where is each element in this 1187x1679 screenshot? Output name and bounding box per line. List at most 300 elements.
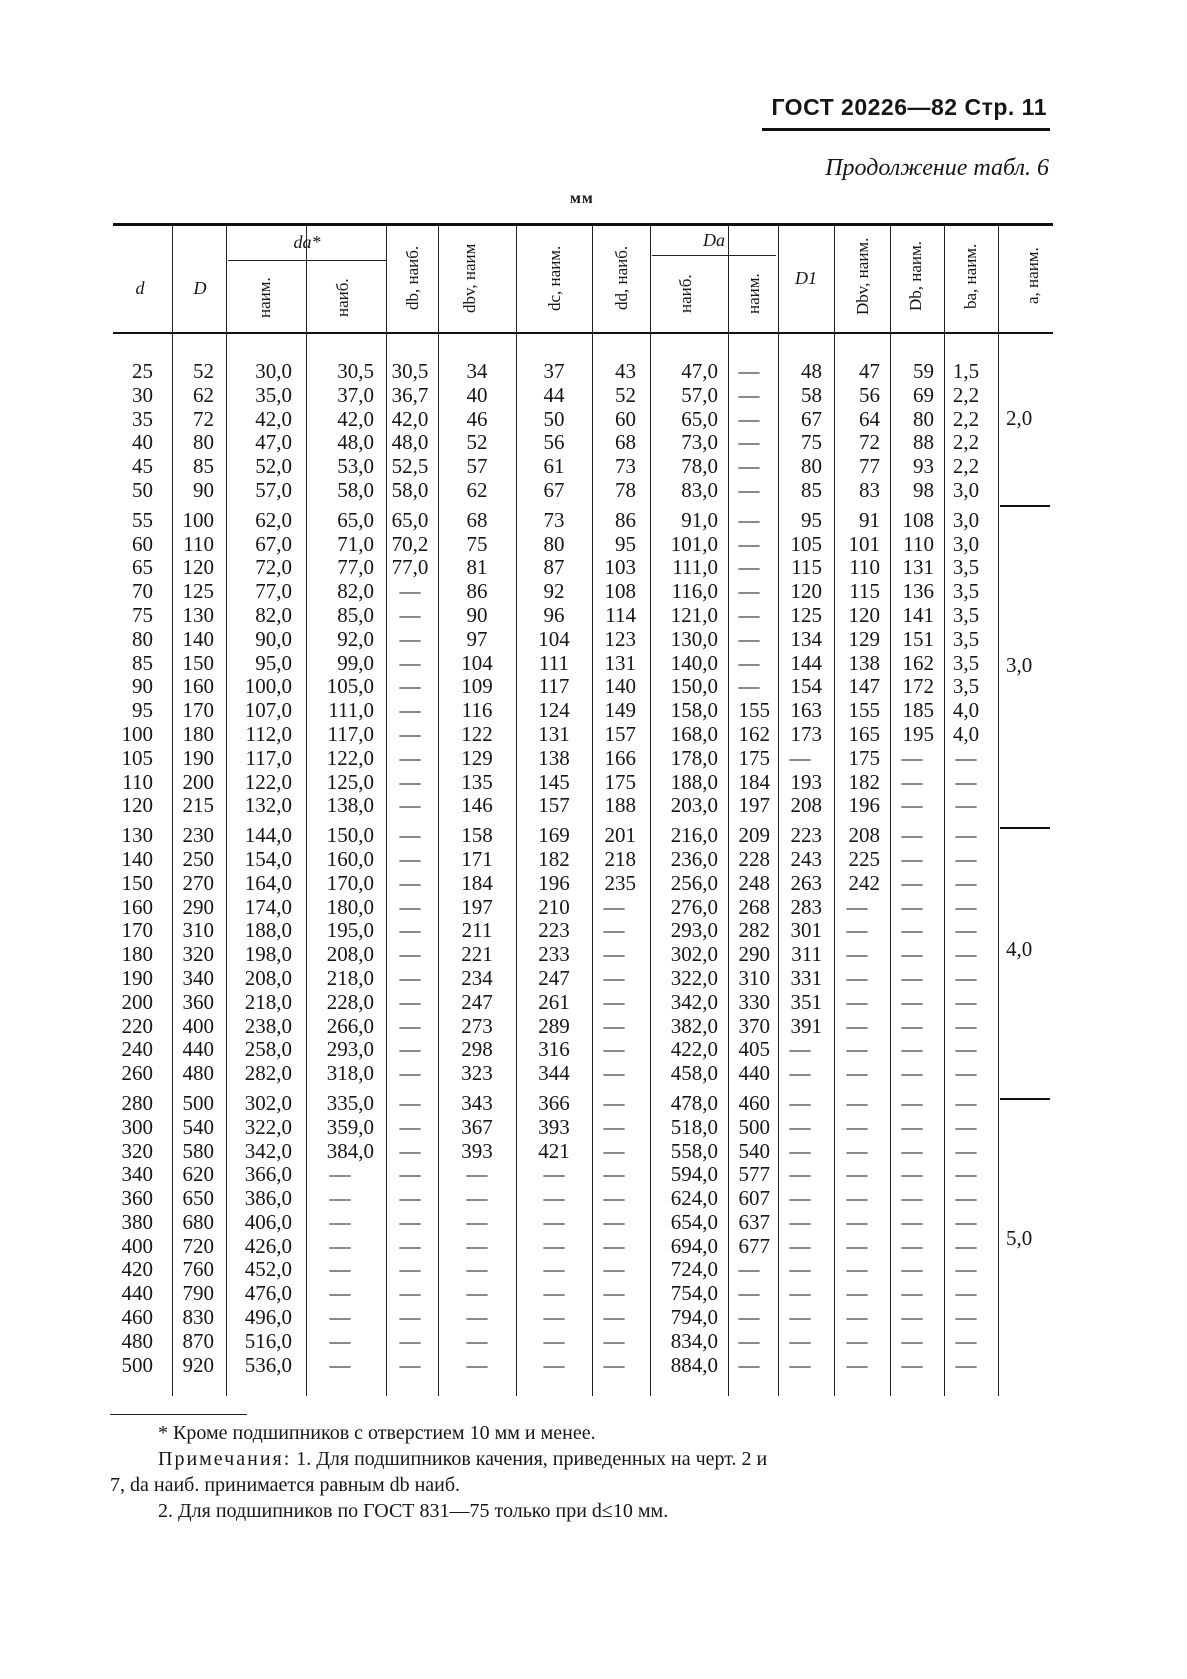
cell-dbv: 68 bbox=[466, 507, 488, 532]
cell-dd: 108 bbox=[604, 579, 636, 604]
cell-db: — bbox=[399, 894, 421, 919]
cell-dd: 218 bbox=[604, 846, 636, 871]
cell-Db: — bbox=[901, 1233, 923, 1258]
cell-Da-max: 458,0 bbox=[670, 1061, 718, 1086]
cell-da-min: 282,0 bbox=[244, 1061, 292, 1086]
cell-dd: 175 bbox=[604, 769, 636, 794]
cell-Db: — bbox=[901, 894, 923, 919]
cell-Da-min: 197 bbox=[738, 793, 770, 818]
cell-Da-min: — bbox=[738, 1352, 760, 1377]
cell-db: — bbox=[399, 1013, 421, 1038]
cell-Dbv: 155 bbox=[848, 698, 880, 723]
cell-Da-max: 293,0 bbox=[670, 918, 718, 943]
cell-D1: — bbox=[789, 1281, 811, 1306]
cell-da-min: 516,0 bbox=[244, 1328, 292, 1353]
cell-da-max: 99,0 bbox=[337, 650, 374, 675]
cell-D1: 351 bbox=[790, 989, 822, 1014]
cell-Da-min: 310 bbox=[738, 965, 770, 990]
cell-d: 180 bbox=[121, 942, 153, 967]
cell-Dbv: — bbox=[846, 1305, 868, 1330]
cell-D: 920 bbox=[182, 1352, 214, 1377]
column-db bbox=[386, 360, 434, 1377]
cell-da-min: 90,0 bbox=[255, 626, 292, 651]
cell-da-min: 62,0 bbox=[255, 507, 292, 532]
cell-da-max: 105,0 bbox=[326, 674, 374, 699]
cell-Db: — bbox=[901, 1061, 923, 1086]
cell-db: — bbox=[399, 1352, 421, 1377]
cell-Da-max: 382,0 bbox=[670, 1013, 718, 1038]
cell-D: 400 bbox=[182, 1013, 214, 1038]
cell-ba: 3,0 bbox=[952, 477, 980, 502]
cell-Da-min: 290 bbox=[738, 942, 770, 967]
cell-d: 380 bbox=[121, 1209, 153, 1234]
cell-D1: — bbox=[789, 1090, 811, 1115]
cell-Da-min: 155 bbox=[738, 698, 770, 723]
cell-d: 50 bbox=[132, 477, 153, 502]
cell-D1: 173 bbox=[790, 721, 822, 746]
cell-dc: 261 bbox=[538, 989, 570, 1014]
cell-dbv: 34 bbox=[466, 359, 488, 383]
cell-db: — bbox=[399, 989, 421, 1014]
cell-dd: 157 bbox=[604, 721, 636, 746]
cell-Da-min: — bbox=[738, 359, 760, 383]
cell-da-max: 195,0 bbox=[326, 918, 374, 943]
cell-da-min: 536,0 bbox=[244, 1352, 292, 1377]
cell-da-min: 426,0 bbox=[244, 1233, 292, 1258]
cell-da-max: 266,0 bbox=[326, 1013, 374, 1038]
cell-D: 340 bbox=[182, 965, 214, 990]
cell-Da-max: 168,0 bbox=[670, 721, 718, 746]
cell-dc: 50 bbox=[543, 406, 565, 431]
col-header-dbv: dbv, наим bbox=[460, 243, 479, 313]
cell-D1: 58 bbox=[801, 382, 822, 407]
cell-db: 52,5 bbox=[391, 454, 429, 479]
cell-Da-min: — bbox=[738, 1305, 760, 1330]
cell-d: 55 bbox=[132, 507, 153, 532]
cell-dd: 52 bbox=[615, 382, 636, 407]
cell-Da-max: 558,0 bbox=[670, 1138, 718, 1163]
cell-Da-max: 57,0 bbox=[681, 382, 718, 407]
cell-D: 870 bbox=[182, 1328, 214, 1353]
cell-db: 70,2 bbox=[391, 531, 429, 556]
cell-da-min: 322,0 bbox=[244, 1114, 292, 1139]
cell-da-max: 228,0 bbox=[326, 989, 374, 1014]
Da-group-rule bbox=[652, 255, 776, 256]
page-header: ГОСТ 20226—82 Стр. 11 bbox=[771, 94, 1047, 120]
cell-ba: — bbox=[955, 1037, 977, 1062]
cell-Da-min: — bbox=[738, 1328, 760, 1353]
cell-Da-max: 884,0 bbox=[670, 1352, 718, 1377]
cell-db: — bbox=[399, 674, 421, 699]
cell-dbv: — bbox=[466, 1305, 488, 1330]
column-separator bbox=[998, 226, 999, 1396]
cell-dbv: 104 bbox=[461, 650, 493, 675]
cell-ba: — bbox=[955, 965, 977, 990]
cell-Db: — bbox=[901, 793, 923, 818]
cell-Dbv: 64 bbox=[859, 406, 880, 431]
footnote-text: * Кроме подшипников с отверстием 10 мм и менее. bbox=[158, 1422, 596, 1444]
cell-da-min: 77,0 bbox=[255, 579, 292, 604]
cell-D: 80 bbox=[193, 430, 214, 455]
cell-d: 480 bbox=[121, 1328, 153, 1353]
cell-Da-min: — bbox=[738, 507, 760, 532]
cell-da-min: 174,0 bbox=[244, 894, 292, 919]
cell-ba: — bbox=[955, 1281, 977, 1306]
cell-dc: — bbox=[543, 1209, 565, 1234]
cell-dbv: 75 bbox=[466, 531, 488, 556]
cell-Da-min: 637 bbox=[738, 1209, 770, 1234]
cell-Dbv: — bbox=[846, 1186, 868, 1211]
cell-da-max: 42,0 bbox=[337, 406, 374, 431]
cell-Dbv: — bbox=[846, 942, 868, 967]
cell-D: 250 bbox=[182, 846, 214, 871]
cell-da-min: 386,0 bbox=[244, 1186, 292, 1211]
cell-Dbv: — bbox=[846, 1233, 868, 1258]
cell-Da-max: 276,0 bbox=[670, 894, 718, 919]
cell-Dbv: — bbox=[846, 1257, 868, 1282]
cell-d: 70 bbox=[132, 579, 153, 604]
cell-D1: 125 bbox=[790, 602, 822, 627]
cell-dc: 138 bbox=[538, 745, 570, 770]
cell-da-max: — bbox=[329, 1162, 351, 1187]
cell-da-max: 85,0 bbox=[337, 602, 374, 627]
cell-D: 85 bbox=[193, 454, 214, 479]
col-header-da-group: da* bbox=[293, 232, 321, 252]
cell-Dbv: — bbox=[846, 1114, 868, 1139]
cell-db: — bbox=[399, 1328, 421, 1353]
cell-D1: — bbox=[789, 1352, 811, 1377]
cell-Da-max: 794,0 bbox=[670, 1305, 718, 1330]
cell-db: — bbox=[399, 870, 421, 895]
cell-Da-min: 330 bbox=[738, 989, 770, 1014]
cell-dbv: 158 bbox=[461, 823, 493, 848]
cell-db: — bbox=[399, 721, 421, 746]
cell-Da-min: 228 bbox=[738, 846, 770, 871]
cell-Da-min: — bbox=[738, 430, 760, 455]
column-D1 bbox=[778, 360, 822, 1377]
cell-db: 42,0 bbox=[391, 406, 429, 431]
cell-dd: 235 bbox=[604, 870, 636, 895]
cell-D: 580 bbox=[182, 1138, 214, 1163]
cell-dc: 157 bbox=[538, 793, 570, 818]
cell-d: 40 bbox=[132, 430, 153, 455]
cell-D: 180 bbox=[182, 721, 214, 746]
cell-Dbv: — bbox=[846, 1328, 868, 1353]
cell-Dbv: 83 bbox=[859, 477, 880, 502]
cell-da-max: 208,0 bbox=[326, 942, 374, 967]
cell-Da-max: 140,0 bbox=[670, 650, 718, 675]
cell-db: — bbox=[399, 1162, 421, 1187]
cell-d: 220 bbox=[121, 1013, 153, 1038]
cell-da-min: 107,0 bbox=[244, 698, 292, 723]
cell-D: 320 bbox=[182, 942, 214, 967]
cell-dbv: 247 bbox=[461, 989, 493, 1014]
cell-D: 215 bbox=[182, 793, 214, 818]
cell-Dbv: 56 bbox=[859, 382, 880, 407]
cell-Da-max: 322,0 bbox=[670, 965, 718, 990]
cell-Da-min: 577 bbox=[738, 1162, 770, 1187]
cell-Dbv: 242 bbox=[848, 870, 880, 895]
cell-Db: — bbox=[901, 965, 923, 990]
cell-dd: 149 bbox=[604, 698, 636, 723]
cell-dbv: 62 bbox=[466, 477, 488, 502]
cell-Dbv: — bbox=[846, 1061, 868, 1086]
cell-da-min: 496,0 bbox=[244, 1305, 292, 1330]
cell-ba: — bbox=[955, 1233, 977, 1258]
cell-da-max: 160,0 bbox=[326, 846, 374, 871]
cell-db: — bbox=[399, 1037, 421, 1062]
cell-Da-max: 116,0 bbox=[671, 579, 718, 604]
cell-Da-min: 405 bbox=[738, 1037, 770, 1062]
cell-Db: 88 bbox=[913, 430, 934, 455]
cell-da-max: 37,0 bbox=[337, 382, 374, 407]
cell-D1: 301 bbox=[790, 918, 822, 943]
cell-d: 340 bbox=[121, 1162, 153, 1187]
cell-dc: 196 bbox=[538, 870, 570, 895]
col-header-ba: ba, наим. bbox=[961, 243, 980, 309]
cell-dbv: 116 bbox=[461, 698, 493, 723]
cell-d: 110 bbox=[122, 769, 153, 794]
cell-da-min: 57,0 bbox=[255, 477, 292, 502]
cell-dc: 92 bbox=[543, 579, 565, 604]
cell-dc: 80 bbox=[543, 531, 565, 556]
cell-ba: — bbox=[955, 942, 977, 967]
column-ba bbox=[944, 360, 988, 1377]
cell-D: 290 bbox=[182, 894, 214, 919]
cell-D1: 223 bbox=[790, 823, 822, 848]
cell-D: 52 bbox=[193, 359, 214, 383]
cell-ba: 3,0 bbox=[952, 531, 980, 556]
cell-D1: — bbox=[789, 1138, 811, 1163]
cell-Db: 110 bbox=[903, 531, 934, 556]
cell-D: 125 bbox=[182, 579, 214, 604]
cell-D: 170 bbox=[182, 698, 214, 723]
cell-Dbv: — bbox=[846, 965, 868, 990]
cell-Da-min: 268 bbox=[738, 894, 770, 919]
cell-d: 90 bbox=[132, 674, 153, 699]
cell-dc: 145 bbox=[538, 769, 570, 794]
cell-dbv: 46 bbox=[466, 406, 488, 431]
cell-d: 190 bbox=[121, 965, 153, 990]
cell-Db: — bbox=[901, 942, 923, 967]
cell-dbv: 57 bbox=[466, 454, 488, 479]
cell-Dbv: 77 bbox=[859, 454, 880, 479]
cell-da-min: 122,0 bbox=[244, 769, 292, 794]
cell-D1: 144 bbox=[790, 650, 822, 675]
cell-dd: — bbox=[603, 1162, 625, 1187]
cell-d: 160 bbox=[121, 894, 153, 919]
cell-Dbv: — bbox=[846, 1138, 868, 1163]
cell-Da-max: 83,0 bbox=[681, 477, 718, 502]
cell-d: 170 bbox=[121, 918, 153, 943]
notes-label: Примечания: bbox=[158, 1448, 292, 1470]
a-group-divider bbox=[1000, 827, 1050, 829]
cell-Dbv: 110 bbox=[849, 555, 880, 580]
cell-ba: — bbox=[955, 918, 977, 943]
cell-Da-max: 101,0 bbox=[670, 531, 718, 556]
cell-D1: 75 bbox=[801, 430, 822, 455]
cell-da-max: 218,0 bbox=[326, 965, 374, 990]
cell-da-min: 302,0 bbox=[244, 1090, 292, 1115]
cell-D1: 283 bbox=[790, 894, 822, 919]
cell-da-max: 384,0 bbox=[326, 1138, 374, 1163]
cell-Db: — bbox=[901, 1138, 923, 1163]
cell-Da-max: 111,0 bbox=[672, 555, 718, 580]
cell-Da-max: 256,0 bbox=[670, 870, 718, 895]
cell-dc: 96 bbox=[543, 602, 565, 627]
cell-db: — bbox=[399, 942, 421, 967]
cell-db: — bbox=[399, 793, 421, 818]
cell-Dbv: 91 bbox=[859, 507, 880, 532]
cell-Da-min: 500 bbox=[738, 1114, 770, 1139]
cell-da-min: 100,0 bbox=[244, 674, 292, 699]
cell-Da-max: 422,0 bbox=[670, 1037, 718, 1062]
cell-da-min: 82,0 bbox=[255, 602, 292, 627]
cell-D1: — bbox=[789, 1037, 811, 1062]
cell-dd: 68 bbox=[615, 430, 636, 455]
cell-dbv: 323 bbox=[461, 1061, 493, 1086]
cell-D1: 154 bbox=[790, 674, 822, 699]
cell-Dbv: 101 bbox=[848, 531, 880, 556]
cell-dbv: — bbox=[466, 1257, 488, 1282]
cell-D: 650 bbox=[182, 1186, 214, 1211]
note-2-text: 2. Для подшипников по ГОСТ 831—75 только при d≤10 мм. bbox=[158, 1500, 669, 1522]
cell-ba: — bbox=[955, 1186, 977, 1211]
cell-dc: 87 bbox=[543, 555, 565, 580]
cell-Da-min: — bbox=[738, 531, 760, 556]
column-Db bbox=[890, 360, 934, 1377]
cell-d: 150 bbox=[121, 870, 153, 895]
cell-Dbv: — bbox=[846, 1352, 868, 1377]
cell-da-min: 164,0 bbox=[244, 870, 292, 895]
cell-D1: — bbox=[789, 1162, 811, 1187]
cell-Da-min: — bbox=[738, 477, 760, 502]
cell-da-min: 117,0 bbox=[245, 745, 292, 770]
cell-db: 77,0 bbox=[391, 555, 429, 580]
cell-Dbv: 175 bbox=[848, 745, 880, 770]
cell-da-max: 58,0 bbox=[337, 477, 374, 502]
cell-D1: 85 bbox=[801, 477, 822, 502]
cell-da-max: 82,0 bbox=[337, 579, 374, 604]
cell-ba: 1,5 bbox=[952, 359, 980, 383]
cell-dbv: — bbox=[466, 1281, 488, 1306]
cell-Db: 108 bbox=[902, 507, 934, 532]
cell-D1: 163 bbox=[790, 698, 822, 723]
cell-Dbv: — bbox=[846, 1209, 868, 1234]
cell-dc: — bbox=[543, 1257, 565, 1282]
cell-dbv: 90 bbox=[466, 602, 488, 627]
cell-Db: — bbox=[901, 1328, 923, 1353]
cell-da-min: 95,0 bbox=[255, 650, 292, 675]
cell-Db: 172 bbox=[902, 674, 934, 699]
cell-D: 310 bbox=[182, 918, 214, 943]
cell-dbv: 97 bbox=[466, 626, 488, 651]
cell-da-max: 117,0 bbox=[327, 721, 374, 746]
cell-Da-min: — bbox=[738, 454, 760, 479]
col-header-Da-min: наим. bbox=[744, 273, 763, 315]
cell-ba: — bbox=[955, 769, 977, 794]
cell-da-max: 71,0 bbox=[337, 531, 374, 556]
cell-da-min: 42,0 bbox=[255, 406, 292, 431]
cell-d: 240 bbox=[121, 1037, 153, 1062]
cell-da-max: 335,0 bbox=[326, 1090, 374, 1115]
cell-dd: — bbox=[603, 894, 625, 919]
cell-d: 280 bbox=[121, 1090, 153, 1115]
cell-Da-max: 754,0 bbox=[670, 1281, 718, 1306]
cell-dd: — bbox=[603, 965, 625, 990]
cell-D: 790 bbox=[182, 1281, 214, 1306]
cell-Da-max: 654,0 bbox=[670, 1209, 718, 1234]
cell-ba: 4,0 bbox=[952, 698, 980, 723]
cell-Db: — bbox=[901, 1114, 923, 1139]
cell-D: 500 bbox=[182, 1090, 214, 1115]
cell-Da-min: — bbox=[738, 674, 760, 699]
cell-db: — bbox=[399, 965, 421, 990]
cell-Dbv: 182 bbox=[848, 769, 880, 794]
cell-D1: 115 bbox=[791, 555, 822, 580]
cell-ba: — bbox=[955, 1257, 977, 1282]
cell-d: 60 bbox=[132, 531, 153, 556]
cell-Dbv: — bbox=[846, 1013, 868, 1038]
cell-dbv: 393 bbox=[461, 1138, 493, 1163]
cell-db: — bbox=[399, 1233, 421, 1258]
cell-Db: 93 bbox=[913, 454, 934, 479]
column-d bbox=[108, 360, 153, 1377]
table-continuation: Продолжение табл. 6 bbox=[825, 155, 1049, 181]
cell-ba: — bbox=[955, 1328, 977, 1353]
cell-Da-max: 624,0 bbox=[670, 1186, 718, 1211]
cell-Da-max: 834,0 bbox=[670, 1328, 718, 1353]
cell-dd: — bbox=[603, 1305, 625, 1330]
notes-block bbox=[110, 1420, 1050, 1524]
cell-da-max: 180,0 bbox=[326, 894, 374, 919]
cell-dbv: 197 bbox=[461, 894, 493, 919]
cell-ba: — bbox=[955, 1013, 977, 1038]
cell-d: 360 bbox=[121, 1186, 153, 1211]
cell-dc: 233 bbox=[538, 942, 570, 967]
cell-da-min: 52,0 bbox=[255, 454, 292, 479]
cell-da-min: 72,0 bbox=[255, 555, 292, 580]
cell-dbv: 122 bbox=[461, 721, 493, 746]
cell-Da-max: 724,0 bbox=[670, 1257, 718, 1282]
cell-Da-max: 188,0 bbox=[670, 769, 718, 794]
cell-D1: — bbox=[789, 1209, 811, 1234]
cell-ba: — bbox=[955, 846, 977, 871]
cell-Da-min: 370 bbox=[738, 1013, 770, 1038]
cell-ba: 3,0 bbox=[952, 507, 980, 532]
cell-da-min: 452,0 bbox=[244, 1257, 292, 1282]
cell-ba: — bbox=[955, 1305, 977, 1330]
col-header-da-max: наиб. bbox=[333, 278, 352, 318]
cell-Da-min: 209 bbox=[738, 823, 770, 848]
cell-d: 200 bbox=[121, 989, 153, 1014]
cell-d: 30 bbox=[132, 382, 153, 407]
cell-Db: — bbox=[901, 1090, 923, 1115]
cell-Da-min: — bbox=[738, 1281, 760, 1306]
cell-dc: 344 bbox=[538, 1061, 570, 1086]
cell-d: 45 bbox=[132, 454, 153, 479]
cell-dc: — bbox=[543, 1352, 565, 1377]
cell-Da-min: — bbox=[738, 382, 760, 407]
cell-dc: 289 bbox=[538, 1013, 570, 1038]
cell-Da-max: 236,0 bbox=[670, 846, 718, 871]
cell-Da-min: 248 bbox=[738, 870, 770, 895]
cell-D: 230 bbox=[182, 823, 214, 848]
cell-da-max: — bbox=[329, 1186, 351, 1211]
cell-Dbv: — bbox=[846, 989, 868, 1014]
cell-ba: 4,0 bbox=[952, 721, 980, 746]
cell-dc: 169 bbox=[538, 823, 570, 848]
